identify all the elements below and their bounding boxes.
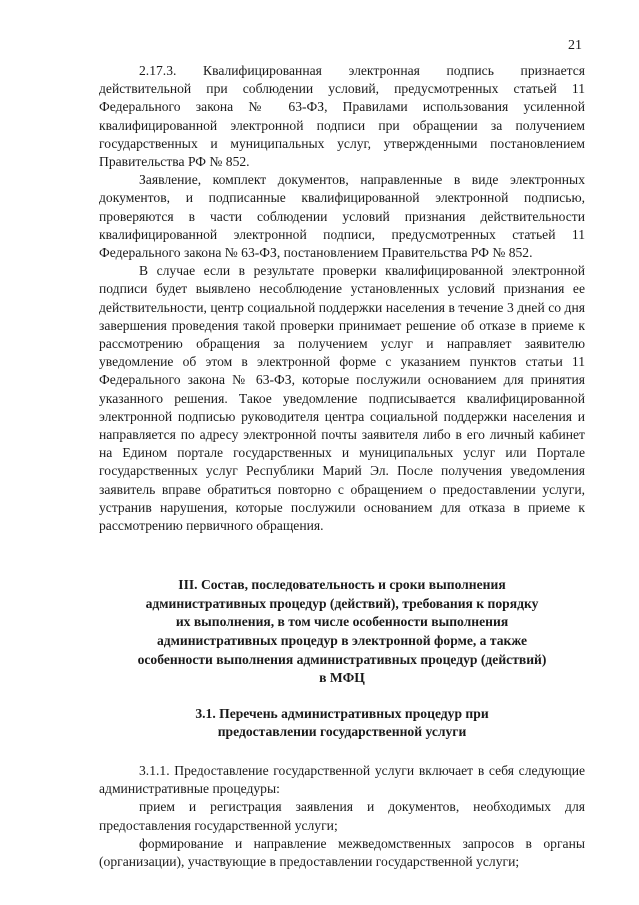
subsection-gap [99, 742, 585, 762]
subsection-heading: 3.1. Перечень административных процедур при предоставлении государственной услуги [195, 705, 489, 740]
paragraph-signature-verification: Заявление, комплект документов, направленные в виде электронных документов, и подписанные квалифицированной электронной подписью, проверяются в части соблюдении условий признания действительности квалифицированной электронной подписи, предусмотренных статьей 11 Федерального закона № 63-ФЗ, постановлением Правительства РФ № 852. [99, 172, 585, 261]
document-body [99, 62, 585, 871]
list-item-reception: прием и регистрация заявления и документов, необходимых для предоставления государственной услуги; [99, 799, 585, 833]
paragraph-3-1-1: 3.1.1. Предоставление государственной услуги включает в себя следующие административные процедуры: [99, 763, 585, 797]
section-heading: III. Состав, последовательность и сроки выполнения административных процедур (действий), требования к порядку их выполнения, в том числе особенности выполнения административных процедур в электронной форме, а также особенности выполнения административных процедур (действий) в МФЦ [137, 577, 547, 686]
list-item-interagency-requests: формирование и направление межведомственных запросов в органы (организации), участвующие в предоставлении государственной услуги; [99, 835, 585, 870]
paragraph-refusal-notice: В случае если в результате проверки квалифицированной электронной подписи будет выявлено несоблюдение установленных условий признания ее действительности, центр социальной поддержки населения в течение 3 дней со дня завершения проведения такой проверки принимает решение об отказе в приеме к рассмотрению обращения за получением услуг и направляет заявителю уведомление об этом в электронной форме с указанием пунктов статьи 11 Федерального закона № 63-ФЗ, которые послужили основанием для принятия указанного решения. Такое уведомление подписывается квалифицированной электронной подписью руководителя центра социальной поддержки населения и направляется по адресу электронной почты заявителя либо в его личный кабинет на Едином портале государственных и муниципальных услуг или Портале государственных услуг Республики Марий Эл. После получения уведомления заявитель вправе обратиться повторно с обращением о предоставлении услуги, устранив нарушения, которые послужили основанием для отказа в приеме к рассмотрению первичного обращения. [99, 263, 585, 534]
page-number: 21 [568, 38, 582, 53]
paragraph-2-17-3: 2.17.3. Квалифицированная электронная подпись признается действительной при соблюдении условий, предусмотренных статьей 11 Федерального закона № 63-ФЗ, Правилами использования усиленной квалифицированной электронной подписи при обращении за получением государственных и муниципальных услуг, утвержденными постановлением Правительства РФ № 852. [99, 63, 585, 170]
section-gap [99, 535, 585, 559]
